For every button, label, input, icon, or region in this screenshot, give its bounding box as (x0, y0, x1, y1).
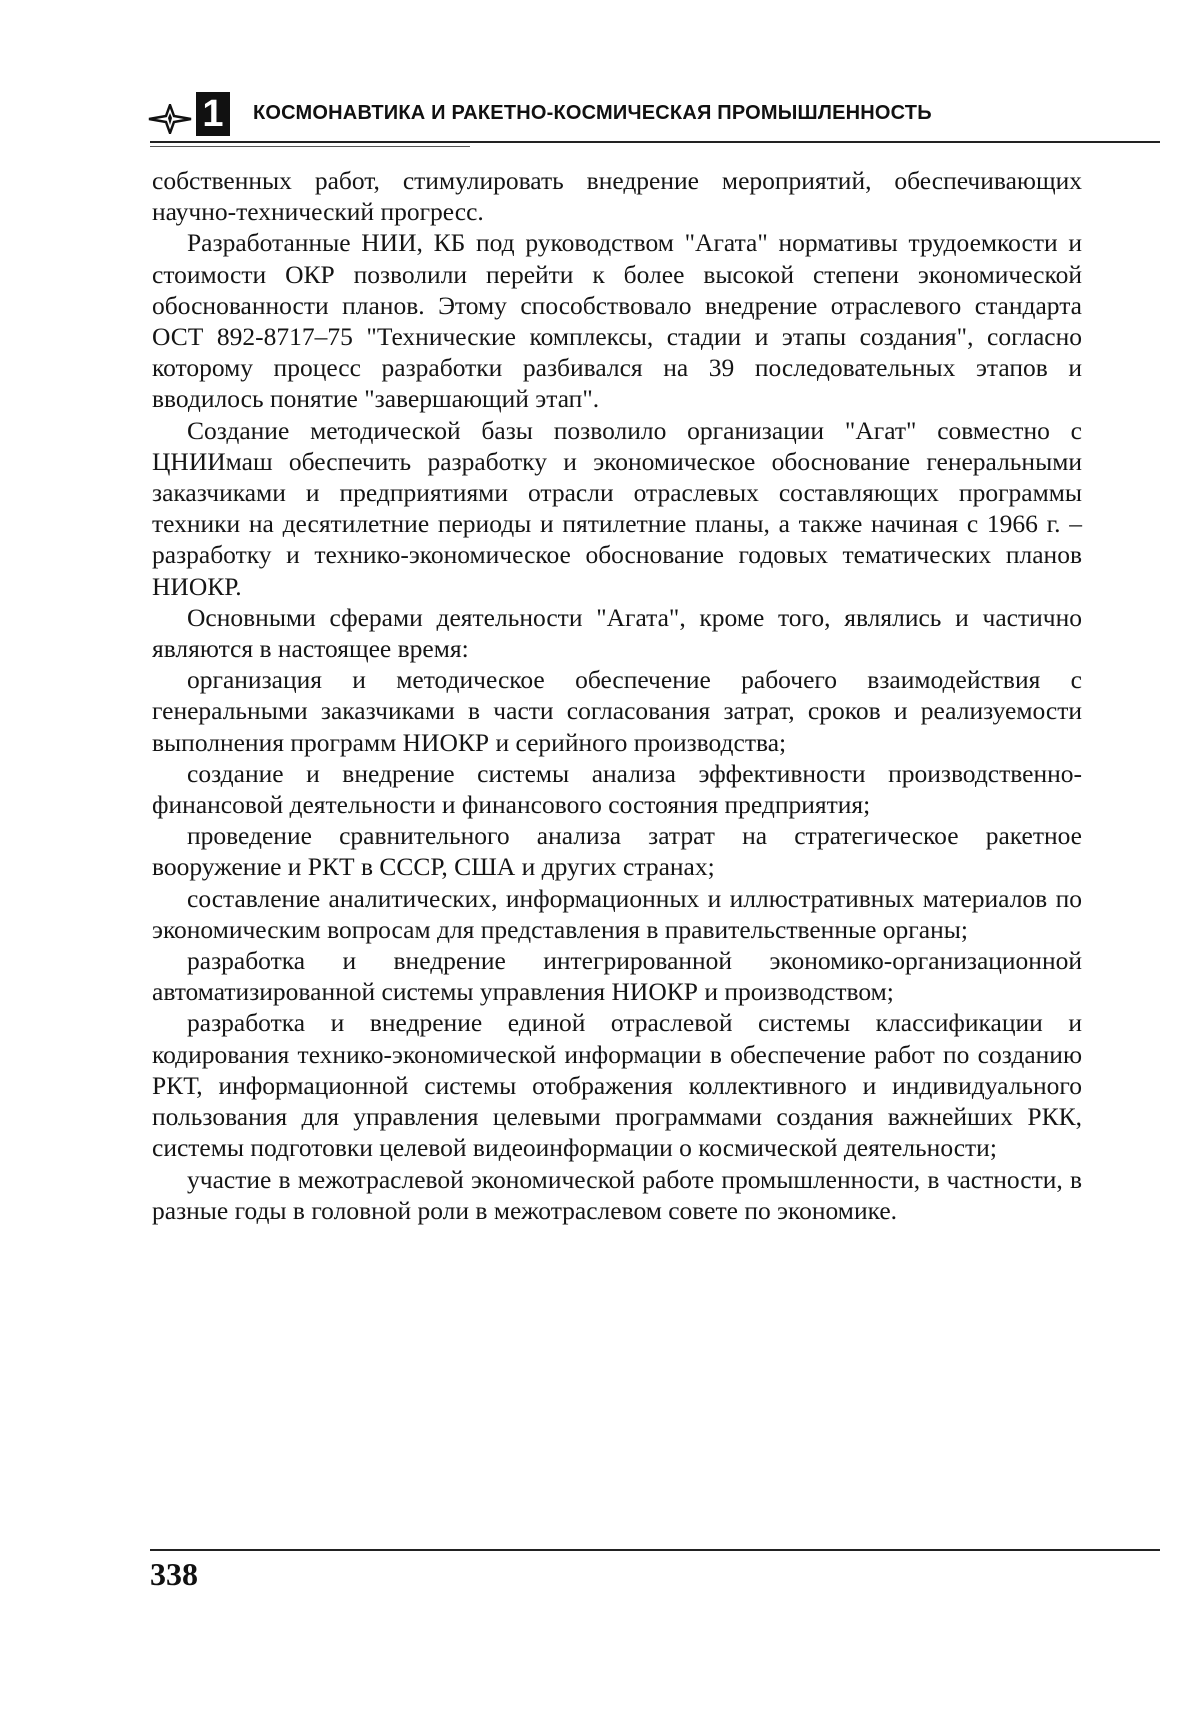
list-item: разработка и внедрение единой отраслевой системы классификации и кодирования технико-экономической информации в обеспечение работ по созданию РКТ, информационной системы отображения коллективного и индивидуального пользования для управления целевыми программами создания важнейших РКК, системы подготовки целевой видеоинформации о космической деятельности; (152, 1008, 1082, 1163)
paragraph: Разработанные НИИ, КБ под руководством "Агата" нормативы трудоемкости и стоимости ОКР позволили перейти к более высокой степени экономической обоснованности планов. Этому способствовало внедрение отраслевого стандарта ОСТ 892-8717–75 "Технические комплексы, стадии и этапы создания", согласно которому процесс разработки разбивался на 39 последовательных этапов и вводилось понятие "завершающий этап". (152, 228, 1082, 414)
paragraph: Создание методической базы позволило организации "Агат" совместно с ЦНИИмаш обеспечить разработку и экономическое обоснование генеральными заказчиками и предприятиями отрасли отраслевых составляющих программы техники на десятилетние периоды и пятилетние планы, а также начиная с 1966 г. – разработку и технико-экономическое обоснование годовых тематических планов НИОКР. (152, 415, 1082, 601)
list-item: составление аналитических, информационных и иллюстративных материалов по экономическим вопросам для представления в правительственные органы; (152, 883, 1082, 944)
body-text (152, 165, 1082, 1226)
paragraph-continuation: собственных работ, стимулировать внедрение мероприятий, обеспечивающих научно-технический прогресс. (152, 166, 1082, 227)
header-divider-thin (150, 146, 470, 147)
page-number: 338 (150, 1556, 198, 1592)
list-item: участие в межотраслевой экономической работе промышленности, в частности, в разные годы в головной роли в межотраслевом совете по экономике. (152, 1164, 1082, 1225)
header-divider (150, 141, 1160, 143)
list-item: разработка и внедрение интегрированной экономико-организационной автоматизированной системы управления НИОКР и производством; (152, 946, 1082, 1007)
chapter-title: КОСМОНАВТИКА И РАКЕТНО-КОСМИЧЕСКАЯ ПРОМЫШЛЕННОСТЬ (253, 102, 932, 124)
star-icon (148, 104, 192, 134)
list-item: организация и методическое обеспечение рабочего взаимодействия с генеральными заказчиками в части согласования затрат, сроков и реализуемости выполнения программ НИОКР и серийного производства; (152, 665, 1082, 757)
running-header (148, 92, 1158, 144)
list-item: создание и внедрение системы анализа эффективности производственно-финансовой деятельности и финансового состояния предприятия; (152, 758, 1082, 820)
paragraph: Основными сферами деятельности "Агата", кроме того, являлись и частично являются в настоящее время: (152, 602, 1082, 664)
footer-divider (150, 1549, 1160, 1551)
list-item: проведение сравнительного анализа затрат на стратегическое ракетное вооружение и РКТ в СССР, США и других странах; (152, 821, 1082, 882)
chapter-number-badge: 1 (196, 92, 230, 136)
